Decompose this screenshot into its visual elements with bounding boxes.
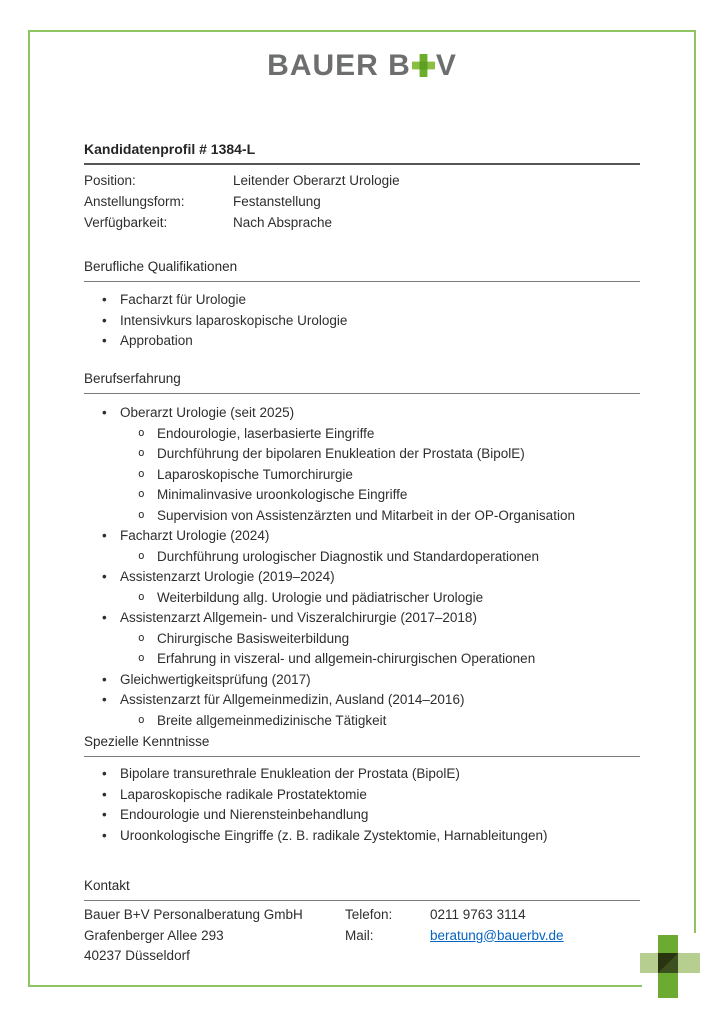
field-label: Anstellungsform:: [84, 194, 185, 209]
bullet-item: • Endourologie und Nierensteinbehandlung: [84, 805, 640, 826]
sub-bullet-item: o Minimalinvasive uroonkologische Eingriffe: [84, 485, 640, 506]
field-row-position: [84, 170, 640, 191]
contact-row-phone: [345, 905, 640, 926]
field-label: Verfügbarkeit:: [84, 215, 168, 230]
field-row-verfuegbarkeit: [84, 212, 640, 233]
berufserfahrung-list: [84, 403, 640, 731]
bullet-item: • Facharzt für Urologie: [84, 290, 640, 311]
field-row-anstellungsform: [84, 191, 640, 212]
company-city: 40237 Düsseldorf: [84, 948, 190, 963]
corner-cross-icon: [640, 935, 700, 1001]
sub-bullet-item: o Endourologie, laserbasierte Eingriffe: [84, 424, 640, 445]
sub-bullet-item: o Supervision von Assistenzärzten und Mitarbeit in der OP-Organisation: [84, 506, 640, 527]
sub-bullet-item: o Durchführung der bipolaren Enukleation der Prostata (BipolE): [84, 444, 640, 465]
bullet-item: • Laparoskopische radikale Prostatektomie: [84, 785, 640, 806]
sub-bullet-item: o Chirurgische Basisweiterbildung: [84, 629, 640, 650]
bullet-item: • Bipolare transurethrale Enukleation der Prostata (BipolE): [84, 764, 640, 785]
company-name: Bauer B+V Personalberatung GmbH: [84, 907, 303, 922]
logo-text-left: BAUER B: [267, 49, 411, 82]
field-value: Nach Absprache: [233, 215, 333, 230]
qualifikationen-list: [84, 290, 640, 352]
sub-bullet-item: o Weiterbildung allg. Urologie und pädiatrischer Urologie: [84, 588, 640, 609]
sub-bullet-item: o Laparoskopische Tumorchirurgie: [84, 465, 640, 486]
sub-bullet-item: o Durchführung urologischer Diagnostik und Standardoperationen: [84, 547, 640, 568]
field-value: Festanstellung: [233, 194, 321, 209]
contact-company: [84, 905, 345, 967]
logo-plus-icon: [412, 52, 435, 75]
section-heading-qualifikationen: Berufliche Qualifikationen: [84, 258, 640, 282]
profile-fields: [84, 170, 640, 233]
bullet-item: • Uroonkologische Eingriffe (z. B. radikale Zystektomie, Harnableitungen): [84, 826, 640, 847]
profile-title: Kandidatenprofil # 1384-L: [84, 140, 640, 165]
bullet-item: • Gleichwertigkeitsprüfung (2017): [84, 670, 640, 691]
section-heading-kontakt: Kontakt: [84, 877, 640, 901]
company-logo: [0, 50, 724, 82]
company-street: Grafenberger Allee 293: [84, 927, 224, 943]
mail-label: Mail:: [345, 927, 374, 943]
bullet-item: • Intensivkurs laparoskopische Urologie: [84, 311, 640, 332]
bullet-item: • Oberarzt Urologie (seit 2025): [84, 403, 640, 424]
logo-text-right: V: [435, 49, 457, 82]
bullet-item: • Approbation: [84, 331, 640, 352]
bullet-item: • Assistenzarzt Allgemein- und Viszeralchirurgie (2017–2018): [84, 608, 640, 629]
phone-number: 0211 9763 3114: [430, 907, 526, 922]
section-heading-berufserfahrung: Berufserfahrung: [84, 370, 640, 394]
bullet-item: • Facharzt Urologie (2024): [84, 526, 640, 547]
section-heading-spezielle-kenntnisse: Spezielle Kenntnisse: [84, 733, 640, 757]
email-link[interactable]: beratung@bauerbv.de: [430, 927, 564, 943]
contact-row-mail: [345, 926, 640, 947]
sub-bullet-item: o Erfahrung in viszeral- und allgemein-chirurgischen Operationen: [84, 649, 640, 670]
bullet-item: • Assistenzarzt für Allgemeinmedizin, Ausland (2014–2016): [84, 690, 640, 711]
contact-block: [84, 905, 640, 967]
bullet-item: • Assistenzarzt Urologie (2019–2024): [84, 567, 640, 588]
kenntnisse-list: [84, 764, 640, 846]
sub-bullet-item: o Breite allgemeinmedizinische Tätigkeit: [84, 711, 640, 732]
field-label: Position:: [84, 173, 136, 188]
phone-label: Telefon:: [345, 907, 393, 922]
contact-details: [345, 905, 640, 967]
field-value: Leitender Oberarzt Urologie: [233, 173, 400, 188]
